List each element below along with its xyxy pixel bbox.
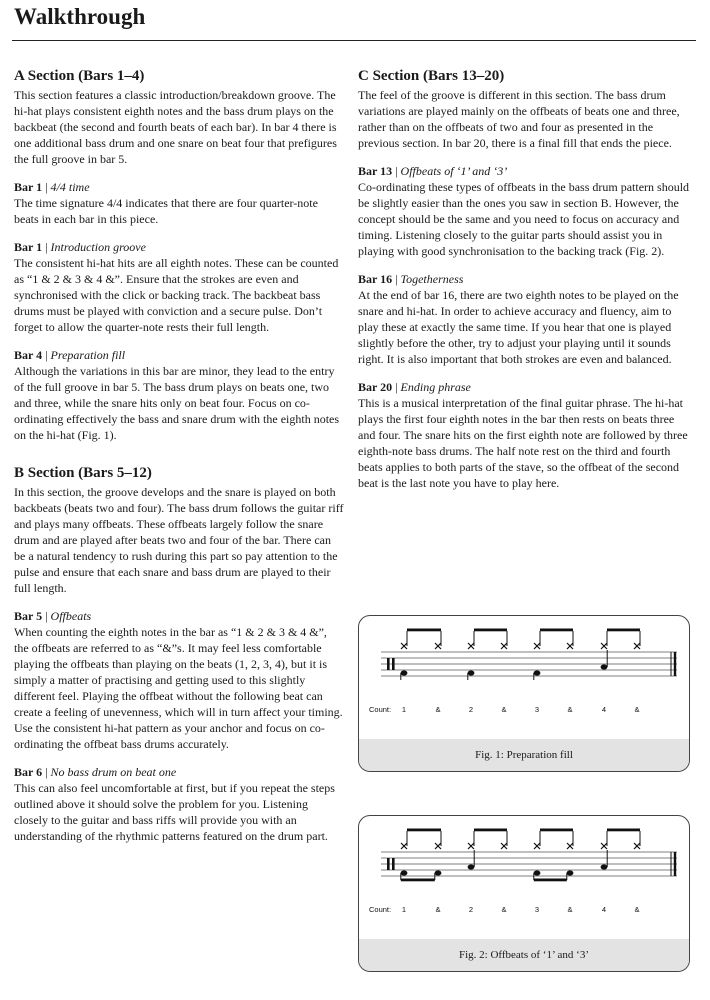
bass-drum-note	[401, 670, 408, 675]
snare-note	[601, 664, 608, 669]
bass-beam	[401, 879, 435, 882]
c-item-1-heading: Bar 13 | Offbeats of ‘1’ and ‘3’	[358, 164, 508, 178]
bass-drum-note	[534, 870, 541, 875]
b-item-1-text: When counting the eighth notes in the bar as “1 & 2 & 3 & 4 &”, the offbeats are referred to as “&”s. It may feel less comfortable playing the offbeats than playing on the beats (1, 2, 3, 4), but it is simply a matter of practising and getting used to this slightly different feel. Playing the offbeat without the following beat can create a feeling of unevenness, which will in turn affect your timing. Use the consistent hi-hat pattern as your anchor and focus on co-ordinating the offbeat bass drums accurately.	[14, 625, 343, 751]
count-label-3: &	[501, 705, 507, 714]
count-label: Count:	[369, 905, 392, 914]
left-column	[14, 66, 344, 844]
count-label-3: &	[501, 905, 507, 914]
hihat-beam	[540, 629, 573, 632]
a-item-3-heading: Bar 4 | Preparation fill	[14, 348, 126, 362]
c-section-intro: The feel of the groove is different in this section. The bass drum variations are played mainly on the offbeats of beats one and three, rather than on the offbeats of two and four as presented in the previous section. In bar 20, there is a final fill that ends the piece.	[358, 88, 680, 150]
bass-drum-note	[401, 870, 408, 875]
hihat-beam	[540, 829, 573, 832]
c-item-1-text: Co-ordinating these types of offbeats in the bass drum pattern should be slightly easier than the ones you saw in section B. However, the concept should be the same and you need to focus on accuracy and timing. Listening closely to the guitar parts should assist you in playing with good synchronisation to the backing track (Fig. 2).	[358, 180, 690, 258]
b-section-intro: In this section, the groove develops and the snare is played on both backbeats (beats two and four). The bass drum follows the guitar riff and plays many offbeats. These offbeats largely follow the snare drum and are played after beats two and four of the bar. There can be a natural tendency to rush during this part so pay attention to the pulse and ensure that each snare and bass drum are played to their full length.	[14, 485, 344, 595]
count-label-7: &	[634, 705, 640, 714]
figure-2-caption: Fig. 2: Offbeats of ‘1’ and ‘3’	[359, 939, 689, 971]
count-label-4: 3	[534, 905, 540, 914]
c-section	[358, 66, 690, 491]
hihat-beam	[607, 829, 640, 832]
hihat-beam	[474, 629, 507, 632]
figure-2	[358, 815, 690, 972]
c-section-heading: C Section (Bars 13–20)	[358, 68, 505, 84]
figure-1	[358, 615, 690, 772]
bass-drum-note	[534, 670, 541, 675]
a-section-intro: This section features a classic introduction/breakdown groove. The hi-hat plays consistent eighth notes and the bass drum plays on the backbeat (the second and fourth beats of each bar). In bar 4 there is one additional bass drum and one snare on beat four that prefigures the full groove in bar 5.	[14, 88, 337, 166]
hihat-beam	[607, 629, 640, 632]
a-section-heading: A Section (Bars 1–4)	[14, 68, 145, 84]
hihat-beam	[474, 829, 507, 832]
b-item-2-heading: Bar 6 | No bass drum on beat one	[14, 765, 177, 779]
figure-1-notation	[359, 616, 689, 739]
a-item-3-text: Although the variations in this bar are minor, they lead to the entry of the full groove in bar 5. The bass drum plays on beats one, two and three, while the snare hits only on beat four. Focus on co-ordinating effectively the bass and snare drum with the eighth notes on the hi-hat (Fig. 1).	[14, 364, 340, 442]
c-item-3-heading: Bar 20 | Ending phrase	[358, 380, 471, 394]
bass-drum-note	[567, 870, 574, 875]
a-item-2-heading: Bar 1 | Introduction groove	[14, 240, 146, 254]
count-label-0: 1	[401, 905, 407, 914]
count-label-5: &	[567, 705, 573, 714]
percussion-clef	[392, 658, 395, 670]
b-item-1-heading: Bar 5 | Offbeats	[14, 609, 92, 623]
bass-drum-note	[468, 670, 475, 675]
percussion-clef	[387, 658, 390, 670]
title-rule	[12, 40, 696, 41]
hihat-beam	[407, 629, 441, 632]
bass-beam	[534, 879, 567, 882]
b-section-heading: B Section (Bars 5–12)	[14, 465, 152, 481]
count-label-6: 4	[601, 905, 607, 914]
a-item-1-heading: Bar 1 | 4/4 time	[14, 180, 90, 194]
count-label-0: 1	[401, 705, 407, 714]
percussion-clef	[387, 858, 390, 870]
b-section	[14, 463, 344, 844]
percussion-clef	[392, 858, 395, 870]
count-label-1: &	[435, 905, 441, 914]
a-item-1-text: The time signature 4/4 indicates that there are four quarter-note beats in each bar in this piece.	[14, 196, 318, 226]
count-label-2: 2	[468, 905, 474, 914]
count-label-4: 3	[534, 705, 540, 714]
count-label-1: &	[435, 705, 441, 714]
right-column	[358, 66, 690, 491]
count-label-2: 2	[468, 705, 474, 714]
count-label-7: &	[634, 905, 640, 914]
a-item-2-text: The consistent hi-hat hits are all eighth notes. These can be counted as “1 & 2 & 3 & 4 &”. Ensure that the strokes are even and synchronised with the click or backing track. The backbeat bass drums must be played with conviction and a secure pulse. Don’t forget to allow the quarter-note rests their full length.	[14, 256, 339, 334]
snare-note	[468, 864, 475, 869]
figure-2-notation	[359, 816, 689, 939]
count-label: Count:	[369, 705, 392, 714]
c-item-2-heading: Bar 16 | Togetherness	[358, 272, 464, 286]
a-section	[14, 66, 344, 443]
count-label-6: 4	[601, 705, 607, 714]
snare-note	[601, 864, 608, 869]
c-item-3-text: This is a musical interpretation of the final guitar phrase. The hi-hat plays the first four eighth notes in the bar then rests on beats three and four. The snare hits on the first eighth note are followed by three eighth-note bass drums. The half note rest on the third and fourth beats applies to both parts of the stave, so the offbeat of the second beat is the last note you have to play here.	[358, 396, 688, 490]
b-item-2-text: This can also feel uncomfortable at first, but if you repeat the steps outlined above it should solve the problem for you. Listening closely to the guitar and bass riffs will provide you with an understanding of the rhythmic patterns featured on the drum part.	[14, 781, 335, 843]
figure-1-caption: Fig. 1: Preparation fill	[359, 739, 689, 771]
page-title: Walkthrough	[14, 4, 146, 29]
count-label-5: &	[567, 905, 573, 914]
c-item-2-text: At the end of bar 16, there are two eighth notes to be played on the snare and hi-hat. In order to achieve accuracy and fluency, aim to play these at exactly the same time. If you hear that one is played slightly before the other, try to adjust your playing until it sounds right. It is also important that both strokes are even and balanced.	[358, 288, 679, 366]
bass-drum-note	[435, 870, 442, 875]
hihat-beam	[407, 829, 441, 832]
